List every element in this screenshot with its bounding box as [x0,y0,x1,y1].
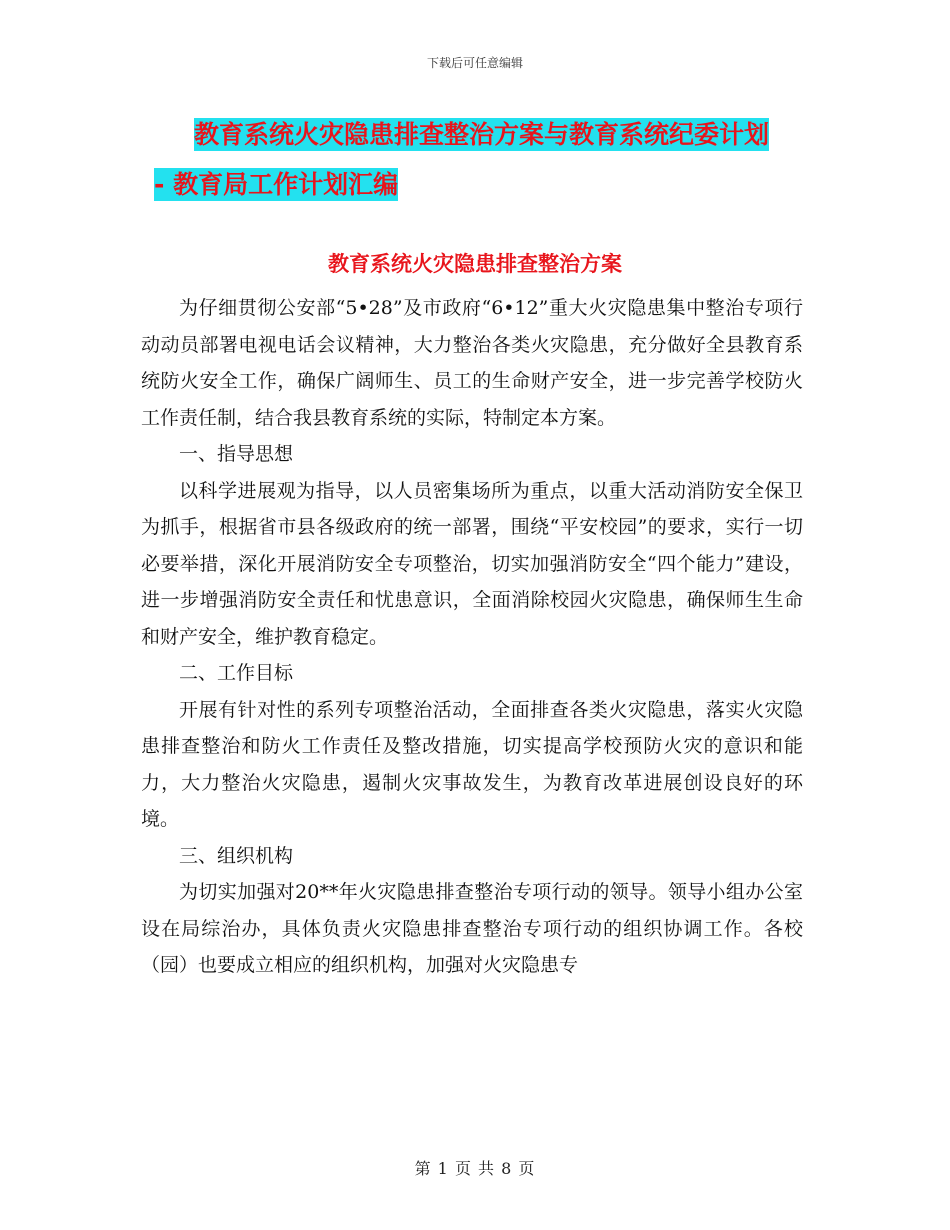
section-title: 教育系统火灾隐患排查整治方案 [328,252,622,276]
heading-organization: 三、组织机构 [179,844,294,867]
page-number: 第 1 页 共 8 页 [414,1159,536,1178]
document-title [140,110,810,210]
heading-work-goals: 二、工作目标 [179,662,294,684]
title-line-2: - 教育局工作计划汇编 [154,170,399,199]
paragraph-intro: 为仔细贯彻公安部“5•28”及市政府“6•12”重大火灾隐患集中整治专项行动动员部署电视电话会议精神，大力整治各类火灾隐患，充分做好全县教育系统防火安全工作，确保广阔师生、员工的生命财产安全，进一步完善学校防火工作责任制，结合我县教育系统的实际，特制定本方案。 [141,297,803,429]
paragraph-guiding-ideology: 以科学进展观为指导，以人员密集场所为重点，以重大活动消防安全保卫为抓手，根据省市县各级政府的统一部署，围绕“平安校园”的要求，实行一切必要举措，深化开展消防安全专项整治，切实加强消防安全“四个能力”建设，进一步增强消防安全责任和忧患意识，全面消除校园火灾隐患，确保师生生命和财产安全，维护教育稳定。 [141,479,803,648]
paragraph-organization: 为切实加强对20**年火灾隐患排查整治专项行动的领导。领导小组办公室设在局综治办，具体负责火灾隐患排查整治专项行动的组织协调工作。各校（园）也要成立相应的组织机构，加强对火灾隐患专 [141,881,803,976]
document-body [141,290,803,984]
paragraph-work-goals: 开展有针对性的系列专项整治活动，全面排查各类火灾隐患，落实火灾隐患排查整治和防火工作责任及整改措施，切实提高学校预防火灾的意识和能力，大力整治火灾隐患，遏制火灾事故发生，为教育改革进展创设良好的环境。 [141,698,803,830]
heading-guiding-ideology: 一、指导思想 [179,443,294,465]
title-line-1: 教育系统火灾隐患排查整治方案与教育系统纪委计划 [194,120,770,149]
header-note: 下载后可任意编辑 [426,56,523,70]
